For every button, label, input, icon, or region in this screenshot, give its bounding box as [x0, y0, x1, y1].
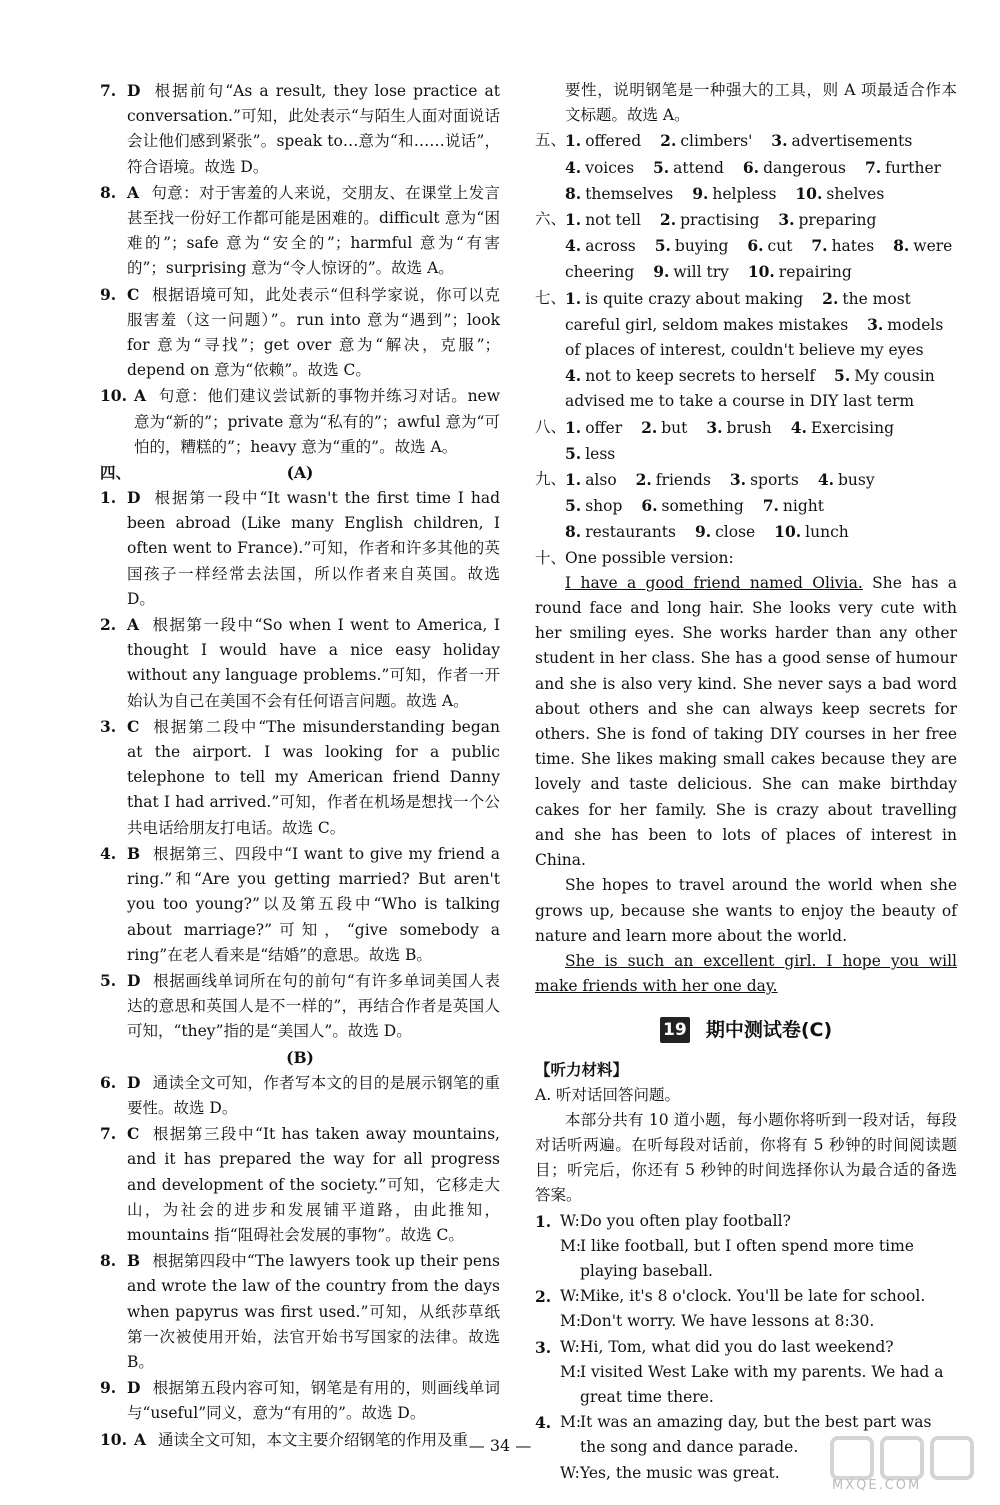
section-label: 八、 — [535, 417, 567, 436]
fill-answers — [565, 207, 957, 286]
answer-body — [127, 968, 500, 1045]
fill-number: 1. — [565, 288, 582, 308]
fill-answer-item — [706, 419, 771, 437]
fill-word: preparing — [798, 211, 877, 230]
fill-number: 8. — [565, 183, 582, 203]
answer-item — [100, 383, 500, 460]
fill-word: offer — [585, 418, 623, 437]
part-a-label: (A) — [286, 462, 314, 482]
fill-number: 7. — [864, 157, 882, 177]
fill-word: My cousin advised me to take a course in DIY last term — [565, 367, 935, 411]
fill-number: 3. — [771, 131, 788, 151]
fill-word: Exercising — [810, 418, 894, 437]
fill-number: 5. — [565, 496, 582, 516]
essay-paragraph-3 — [535, 949, 957, 999]
fill-word: night — [782, 497, 824, 516]
answer-letter: A — [134, 386, 147, 406]
answer-item — [100, 78, 500, 180]
explanation-text: 根据第一段中“It wasn't the first time I had been abroad (Like many English children, I often went to France).”可知，作者和许多其他的英国孩子一样经常去法国，所以作者来自英国。故选 D。 — [127, 489, 500, 608]
fill-word: restaurants — [585, 523, 676, 542]
fill-word: further — [885, 158, 942, 177]
answers-part-a — [100, 485, 500, 1044]
fill-answer-item — [818, 471, 875, 489]
fill-number: 9. — [692, 183, 709, 203]
fill-word: is quite crazy about making — [585, 289, 804, 308]
fill-number: 5. — [834, 366, 851, 386]
fill-number: 7. — [811, 236, 828, 256]
answer-item — [100, 1070, 500, 1121]
answer-item — [100, 1375, 500, 1426]
answer-letter: C — [127, 284, 140, 304]
answer-letter: D — [127, 1072, 141, 1092]
listening-instructions: 本部分共有 10 道小题，每小题你将听到一段对话，每段对话听两遍。在听每段对话前，你将有 5 秒钟的时间阅读题目；听完后，你还有 5 秒钟的时间选择你认为最合适的备选答案。 — [535, 1110, 957, 1205]
fill-number: 2. — [659, 210, 677, 230]
essay-paragraph-2: She hopes to travel around the world when she grows up, because she wants to enjoy the beauty of nature and learn more about the world. — [535, 876, 957, 945]
fill-number: 4. — [817, 470, 834, 490]
fill-number: 2. — [822, 288, 839, 308]
fill-number: 1. — [565, 417, 582, 437]
section-label: 六、 — [535, 210, 567, 229]
fill-number: 6. — [742, 157, 760, 177]
answer-body — [127, 841, 500, 968]
fill-number: 6. — [747, 236, 764, 256]
fill-answer-item — [778, 211, 876, 229]
speaker: M: — [560, 1362, 582, 1381]
explanation-text: 根据语境可知，此处表示“但科学家说，你可以克服害羞（这一问题）”。run into 意为“遇到”；look for 意为“寻找”；get over 意为“解决，克服”；depend on 意为“依赖”。故选 C。 — [127, 285, 500, 380]
left-column — [100, 78, 500, 1453]
answer-letter: A — [127, 182, 140, 202]
fill-word: repairing — [778, 263, 852, 282]
continued-answer: 要性，说明钢笔是一种强大的工具，则 A 项最适合作本文标题。故选 A。 — [565, 81, 957, 125]
fill-number: 4. — [565, 236, 582, 256]
answer-body — [127, 1070, 500, 1121]
fill-word: were cheering — [565, 237, 953, 282]
fill-word: will try — [673, 263, 729, 282]
fill-answer-item — [660, 211, 759, 229]
dialog-text: Don't worry. We have lessons at 8:30. — [580, 1312, 875, 1331]
fill-number: 7. — [762, 496, 779, 516]
fill-answer-item — [636, 471, 711, 489]
fill-answer-item — [692, 185, 776, 203]
speaker: M: — [560, 1236, 582, 1255]
answer-letter: D — [127, 970, 141, 990]
fill-answers — [565, 128, 957, 207]
fill-word: also — [585, 471, 617, 490]
fill-number: 3. — [706, 417, 723, 437]
explanation-text: 句意：对于害羞的人来说，交朋友、在课堂上发言甚至找一份好工作都可能是困难的。difficult 意为“困难的”；safe 意为“安全的”；harmful 意为“有害的”；surprising 意为“令人惊讶的”。故选 A。 — [127, 183, 500, 278]
dialog-text: Hi, Tom, what did you do last weekend? — [580, 1337, 894, 1356]
question-number: 10. — [100, 1429, 127, 1449]
fill-answers — [565, 415, 957, 467]
section-label: 五、 — [535, 131, 567, 150]
answer-letter: D — [127, 81, 141, 100]
fill-number: 4. — [790, 417, 807, 437]
fill-number: 10. — [747, 262, 775, 282]
section-9 — [535, 467, 957, 546]
dialog-number: 2. — [535, 1287, 552, 1307]
fill-answer-item — [653, 159, 724, 177]
explanation-text: 根据第二段中“The misunderstanding began at the airport. I was looking for a public telephone to tell my American friend Danny that I had arrived.”可知，作者在机场是想找一个公共电话给朋友打电话。故选 C。 — [127, 717, 500, 837]
answer-letter: C — [127, 716, 140, 736]
dialog-text: I visited West Lake with my parents. We had a great time there. — [580, 1362, 944, 1406]
explanation-text: 根据前句“As a result, they lose practice at conversation.”可知，此处表示“与陌生人面对面说话会让他们感到紧张”。speak to…意为“和……说话”，符合语境。故选 D。 — [127, 82, 500, 176]
fill-answers — [565, 467, 957, 546]
speaker: W: — [560, 1211, 580, 1230]
fill-word: brush — [726, 418, 772, 437]
fill-word: buying — [674, 237, 729, 256]
answer-body — [127, 714, 500, 841]
explanation-text: 通读全文可知，作者写本文的目的是展示钢笔的重要性。故选 D。 — [127, 1073, 500, 1117]
watermark-text: MXQE.COM — [832, 1478, 922, 1493]
explanation-text: 根据画线单词所在句的前句“有许多单词美国人表达的意思和英国人是不一样的”，再结合作者是英国人可知，“they”指的是“美国人”。故选 D。 — [127, 971, 500, 1041]
fill-answer-item — [565, 419, 622, 437]
answer-body — [127, 1121, 500, 1248]
essay-topic-sentence: I have a good friend named Olivia. — [565, 573, 863, 592]
fill-number: 4. — [565, 157, 582, 177]
essay-paragraph-1 — [535, 571, 957, 873]
fill-word: hates — [831, 237, 875, 256]
fill-word: climbers' — [680, 132, 753, 151]
fill-word: dangerous — [763, 158, 846, 177]
part-b-label: (B) — [286, 1047, 314, 1067]
dialog-line — [535, 1209, 957, 1234]
section-8 — [535, 415, 957, 467]
fill-word: the most careful girl, seldom makes mistakes — [565, 289, 911, 334]
explanation-text: 通读全文可知，本文主要介绍钢笔的作用及重 — [158, 1430, 469, 1449]
question-number: 8. — [100, 182, 117, 202]
fill-word: not to keep secrets to herself — [585, 367, 816, 386]
answer-body — [127, 1248, 500, 1375]
fill-answer-item — [653, 263, 729, 281]
answer-body — [127, 1375, 500, 1426]
fill-word: shop — [585, 497, 623, 516]
answer-item — [100, 1248, 500, 1375]
essay-closing-sentence: She is such an excellent girl. I hope you will make friends with her one day. — [535, 951, 957, 996]
speaker: M: — [560, 1312, 582, 1331]
fill-number: 5. — [652, 157, 670, 177]
speaker: W: — [560, 1463, 580, 1482]
question-number: 1. — [100, 488, 117, 508]
dialog-text: Do you often play football? — [580, 1211, 791, 1230]
fill-answer-item — [743, 159, 846, 177]
dialog-text: Yes, the music was great. — [580, 1463, 780, 1482]
fill-answer-item — [747, 237, 792, 255]
dialog-text: It was an amazing day, but the best part was the song and dance parade. — [580, 1413, 932, 1457]
fill-number: 1. — [565, 470, 582, 490]
section-heading — [535, 1017, 957, 1043]
fill-number: 10. — [795, 183, 823, 203]
essay-intro: One possible version: — [565, 548, 734, 567]
fill-word: voices — [585, 158, 635, 177]
fill-answer-item — [763, 497, 824, 515]
answer-item — [100, 180, 500, 282]
answer-body — [127, 180, 500, 282]
fill-word: something — [661, 497, 744, 516]
fill-word: offered — [585, 132, 642, 151]
dialog-number: 1. — [535, 1211, 552, 1231]
answer-item — [100, 485, 500, 612]
fill-number: 1. — [565, 210, 582, 230]
section-10-label: 十、 — [535, 548, 567, 567]
fill-word: busy — [838, 471, 875, 490]
answer-item — [100, 841, 500, 968]
fill-number: 5. — [654, 236, 671, 256]
fill-answer-item — [660, 132, 752, 150]
dialog-number — [535, 1234, 560, 1284]
answer-letter: A — [134, 1429, 147, 1449]
answer-letter: D — [127, 1378, 141, 1398]
explanation-text: 根据第一段中“So when I went to America, I thought I would have a nice easy holiday without any language problems.”可知，作者一开始认为自己在美国不会有任何语言问题。故选 A。 — [127, 616, 500, 710]
fill-answer-item — [565, 471, 617, 489]
question-number: 7. — [100, 1124, 117, 1144]
fill-answer-item — [565, 445, 615, 463]
fill-answer-item — [795, 185, 884, 203]
section-5 — [535, 128, 957, 207]
fill-number: 2. — [660, 131, 677, 151]
fill-answer-item — [565, 159, 634, 177]
fill-answer-item — [565, 237, 636, 255]
fill-answer-item — [655, 237, 729, 255]
question-number: 5. — [100, 970, 117, 990]
question-number: 10. — [100, 386, 127, 406]
section-7 — [535, 286, 957, 415]
dialog-line — [535, 1309, 957, 1334]
dialog-line — [535, 1335, 957, 1360]
answer-item — [100, 714, 500, 841]
fill-word: helpless — [712, 184, 777, 203]
fill-word: attend — [673, 158, 724, 177]
section-4-label: 四、 — [100, 462, 132, 482]
question-number: 3. — [100, 716, 117, 736]
fill-answer-item — [565, 211, 641, 229]
fill-answers — [565, 286, 957, 415]
fill-number: 5. — [565, 443, 582, 463]
section-10 — [535, 546, 957, 571]
right-column — [535, 78, 957, 1486]
fill-number: 2. — [635, 470, 652, 490]
essay-p1-body: She has a round face and long hair. She looks very cute with her smiling eyes. She works harder than any other student in her class. She has a good sense of humour and she is also very kind. She never says a bad word about others and she can always keep secrets for others. She is fond of taking DIY courses in her free time. She likes making small cakes because they are lovely and taste delicious. She can make birthday cakes for her family. She is crazy about travelling and she has been to lots of places of interest in China. — [535, 573, 957, 870]
question-number: 7. — [100, 81, 117, 100]
fill-word: not tell — [585, 211, 641, 230]
fill-number: 8. — [565, 522, 582, 542]
explanation-text: 根据第四段中“The lawyers took up their pens and wrote the law of the country from the days when papyrus was first used.”可知，从纸莎草纸第一次被使用开始，法官开始书写国家的法律。故选 B。 — [127, 1252, 500, 1371]
fill-number: 1. — [565, 131, 582, 151]
fill-answer-item — [565, 290, 803, 308]
answer-body — [127, 612, 500, 714]
answer-body — [127, 282, 500, 384]
fill-answer-item — [774, 523, 849, 541]
speaker: W: — [560, 1287, 580, 1306]
dialog-number: 3. — [535, 1337, 552, 1357]
fill-answer-item — [695, 523, 755, 541]
fill-number: 9. — [653, 262, 670, 282]
fill-word: sports — [750, 471, 799, 490]
dialog-number — [535, 1360, 560, 1410]
page-number: — 34 — — [468, 1436, 532, 1455]
fill-answer-item — [565, 497, 622, 515]
dialog-number — [535, 1309, 560, 1334]
dialog-text: Mike, it's 8 o'clock. You'll be late for school. — [580, 1287, 926, 1306]
listening-part-a: A. 听对话回答问题。 — [535, 1085, 681, 1104]
explanation-text: 根据第五段内容可知，钢笔是有用的，则画线单词与“useful”同义，意为“有用的”。故选 D。 — [127, 1379, 500, 1423]
answer-item — [100, 282, 500, 384]
answer-letter: B — [127, 1251, 141, 1271]
section-6 — [535, 207, 957, 286]
fill-word: lunch — [805, 523, 849, 542]
fill-answer-item — [730, 471, 799, 489]
fill-number: 10. — [774, 522, 802, 542]
speaker: M: — [560, 1413, 582, 1432]
dialog-number: 4. — [535, 1413, 552, 1433]
fill-word: but — [661, 418, 688, 437]
fill-word: less — [585, 444, 616, 463]
dialog-text: I like football, but I often spend more time playing baseball. — [580, 1236, 914, 1280]
fill-answer-item — [565, 367, 815, 385]
fill-number: 3. — [729, 470, 747, 490]
fill-word: across — [585, 237, 636, 256]
answers-section-3 — [100, 78, 500, 460]
fill-number: 3. — [778, 210, 795, 230]
fill-word: friends — [655, 471, 711, 490]
dialog-number — [535, 1461, 560, 1486]
answer-letter: C — [127, 1124, 140, 1144]
question-number: 8. — [100, 1251, 117, 1271]
section-label: 九、 — [535, 470, 567, 489]
section-label: 七、 — [535, 288, 567, 307]
section-title: 期中测试卷(C) — [705, 1018, 833, 1041]
answers-part-b — [100, 1070, 500, 1453]
fill-word: close — [715, 523, 756, 542]
fill-answer-item — [565, 185, 673, 203]
fill-answer-item — [811, 237, 874, 255]
fill-word: advertisements — [791, 132, 913, 151]
fill-answer-item — [748, 263, 852, 281]
answer-letter: A — [127, 615, 140, 635]
answer-item — [100, 612, 500, 714]
answer-letter: B — [127, 843, 141, 863]
fill-number: 3. — [867, 314, 884, 334]
answer-body — [127, 78, 500, 180]
explanation-text: 根据第三、四段中“I want to give my friend a ring.”和“Are you getting married? But aren't you too young?”以及第五段中“Who is talking about marriage?”可知，“give somebody a ring”在老人看来是“结婚”的意思。故选 B。 — [127, 844, 500, 964]
explanation-text: 根据第三段中“It has taken away mountains, and it has prepared the way for all progress and development of the society.”可知，它移走大山，为社会的进步和发展铺平道路，由此推知，mountains 指“阻碍社会发展的事物”。故选 C。 — [127, 1125, 500, 1244]
answer-item — [100, 968, 500, 1045]
fill-number: 4. — [565, 366, 582, 386]
fill-answer-item — [865, 159, 941, 177]
fill-number: 6. — [641, 496, 658, 516]
answer-body — [127, 485, 500, 612]
fill-answer-item — [641, 497, 743, 515]
fill-number: 9. — [694, 522, 712, 542]
fill-answer-item — [641, 419, 687, 437]
speaker: W: — [560, 1337, 580, 1356]
fill-answer-item — [565, 523, 676, 541]
answer-body — [134, 383, 500, 460]
section-number-badge: 19 — [660, 1017, 690, 1043]
question-number: 9. — [100, 1378, 117, 1398]
explanation-text: 句意：他们建议尝试新的事物并练习对话。new 意为“新的”；private 意为“私有的”；awful 意为“可怕的，糟糕的”；heavy 意为“重的”。故选 A。 — [134, 387, 500, 456]
fill-word: models of places of interest, couldn't believe my eyes — [565, 315, 944, 360]
fill-answer-item — [565, 132, 641, 150]
question-number: 2. — [100, 615, 117, 635]
dialog-line — [535, 1360, 957, 1410]
answer-letter: D — [127, 488, 141, 508]
question-number: 9. — [100, 284, 117, 304]
fill-word: practising — [680, 211, 760, 230]
fill-number: 8. — [893, 236, 910, 256]
question-number: 4. — [100, 843, 117, 863]
fill-word: themselves — [585, 184, 674, 203]
question-number: 6. — [100, 1072, 117, 1092]
dialog-line — [535, 1284, 957, 1309]
section-4-header — [100, 460, 500, 485]
fill-word: cut — [767, 237, 793, 256]
fill-number: 2. — [641, 417, 658, 437]
fill-answer-item — [791, 419, 894, 437]
dialog-line — [535, 1234, 957, 1284]
fill-answer-item — [771, 132, 912, 150]
listening-label: 【听力材料】 — [535, 1060, 629, 1080]
fill-word: shelves — [826, 184, 885, 203]
answer-item — [100, 1121, 500, 1248]
